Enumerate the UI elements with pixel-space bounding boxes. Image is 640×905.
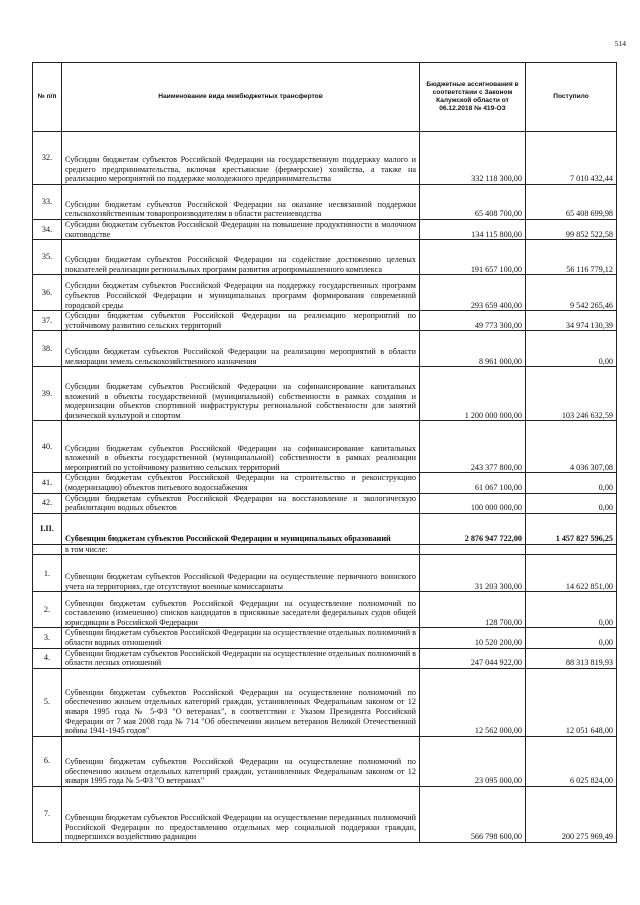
row-received: 0,00	[526, 493, 617, 513]
row-name: Субсидии бюджетам субъектов Российской Федерации на поддержку государственных программ субъектов Российской Федерации и муниципальных программ формирования современной городской среды	[62, 275, 420, 311]
row-received: 103 246 632,59	[526, 367, 617, 421]
row-name: Субсидии бюджетам субъектов Российской Федерации на повышение продуктивности в молочном скотоводстве	[62, 220, 420, 240]
row-name: Субсидии бюджетам субъектов Российской Федерации на восстановление и экологическую реабилитацию водных объектов	[62, 493, 420, 513]
row-number: 34.	[33, 220, 62, 240]
row-number: 3.	[33, 628, 62, 648]
row-name: Субсидии бюджетам субъектов Российской Федерации на государственную поддержку малого и среднего предпринимательства, включая крестьянские (фермерские) хозяйства, а также на реализацию мероприятий по поддержке молодежного предпринимательства	[62, 132, 420, 185]
row-allocated: 134 115 800,00	[420, 220, 526, 240]
table-row	[33, 220, 617, 240]
table-row	[33, 132, 617, 185]
table-row	[33, 311, 617, 331]
row-number: 39.	[33, 367, 62, 421]
row-allocated: 247 044 922,00	[420, 648, 526, 668]
table-row	[33, 421, 617, 473]
row-received: 7 010 432,44	[526, 132, 617, 185]
row-number: 35.	[33, 240, 62, 275]
row-received: 200 275 969,49	[526, 786, 617, 842]
row-number: 33.	[33, 185, 62, 220]
row-allocated: 128 700,00	[420, 592, 526, 628]
table-header-row	[33, 63, 617, 132]
row-allocated: 566 798 600,00	[420, 786, 526, 842]
header-allocated: Бюджетные ассигнования в соответствии с Законом Калужской области от 06.12.2018 № 419-ОЗ	[420, 63, 526, 132]
row-received: 14 622 851,00	[526, 555, 617, 592]
table-row	[33, 367, 617, 421]
table-row	[33, 240, 617, 275]
row-received: 0,00	[526, 473, 617, 493]
row-received: 12 051 648,00	[526, 668, 617, 736]
row-allocated: 49 773 300,00	[420, 311, 526, 331]
row-number: 1.	[33, 555, 62, 592]
row-number: 41.	[33, 473, 62, 493]
row-name: Субсидии бюджетам субъектов Российской Федерации на содействие достижению целевых показателей реализации региональных программ развития агропромышленного комплекса	[62, 240, 420, 275]
table-row	[33, 668, 617, 736]
subheader-empty	[526, 544, 617, 555]
row-name: Субсидии бюджетам субъектов Российской Федерации на софинансирование капитальных вложений в объекты государственной (муниципальной) собственности в рамках создания и модернизации объектов спортивной инфраструктуры региональной собственности для занятий физической культурой и спортом	[62, 367, 420, 421]
table-row	[33, 185, 617, 220]
header-received: Поступило	[526, 63, 617, 132]
row-number: 5.	[33, 668, 62, 736]
row-allocated: 191 657 100,00	[420, 240, 526, 275]
row-name: Субвенции бюджетам субъектов Российской Федерации на осуществление переданных полномочий Российской Федерации по предоставлению отдельных мер социальной поддержки граждан, подвергшихся воздействию радиации	[62, 786, 420, 842]
row-received: 0,00	[526, 331, 617, 367]
row-allocated: 293 659 400,00	[420, 275, 526, 311]
header-name: Наименование вида межбюджетных трансфертов	[62, 63, 420, 132]
table-row	[33, 648, 617, 668]
row-allocated: 332 118 300,00	[420, 132, 526, 185]
row-name: Субсидии бюджетам субъектов Российской Федерации на оказание несвязанной поддержки сельскохозяйственным товаропроизводителям в области растениеводства	[62, 185, 420, 220]
row-number: 32.	[33, 132, 62, 185]
row-name: Субвенции бюджетам субъектов Российской Федерации на осуществление отдельных полномочий в области водных отношений	[62, 628, 420, 648]
row-name: Субвенции бюджетам субъектов Российской Федерации на осуществление отдельных полномочий в области лесных отношений	[62, 648, 420, 668]
row-name: Субвенции бюджетам субъектов Российской Федерации на осуществление полномочий по составлению (изменению) списков кандидатов в присяжные заседатели федеральных судов общей юрисдикции в Российской Федерации	[62, 592, 420, 628]
row-received: 9 542 265,46	[526, 275, 617, 311]
table-row	[33, 555, 617, 592]
row-allocated: 243 377 800,00	[420, 421, 526, 473]
row-number: 2.	[33, 592, 62, 628]
row-name: Субсидии бюджетам субъектов Российской Федерации на софинансирование капитальных вложений в объекты государственной (муниципальной) собственности в рамках реализации мероприятий по устойчивому развитию сельских территорий	[62, 421, 420, 473]
row-number: 38.	[33, 331, 62, 367]
row-received: 65 408 699,98	[526, 185, 617, 220]
table-row	[33, 736, 617, 786]
row-received: 56 116 779,12	[526, 240, 617, 275]
row-number: 42.	[33, 493, 62, 513]
row-name: Субвенции бюджетам субъектов Российской Федерации на осуществление полномочий по обеспечению жильем отдельных категорий граждан, установленных Федеральным законом от 12 января 1995 года № 5-ФЗ "О ветеранах", в соответствии с Указом Президента Российской Федерации от 7 мая 2008 года № 714 "Об обеспечении жильем ветеранов Великой Отечественной войны 1941-1945 годов"	[62, 668, 420, 736]
total-row	[33, 513, 617, 544]
row-allocated: 23 095 000,00	[420, 736, 526, 786]
row-number: 4.	[33, 648, 62, 668]
subheader-row	[33, 544, 617, 555]
subheader-empty	[33, 544, 62, 555]
row-allocated: 65 408 700,00	[420, 185, 526, 220]
row-received: 88 313 819,93	[526, 648, 617, 668]
row-name: Субвенции бюджетам субъектов Российской Федерации на осуществление полномочий по обеспечению жильем отдельных категорий граждан, установленных Федеральным законом от 12 января 1995 года № 5-ФЗ "О ветеранах"	[62, 736, 420, 786]
row-allocated: 12 562 000,00	[420, 668, 526, 736]
table-row	[33, 786, 617, 842]
table-row	[33, 592, 617, 628]
subheader-empty	[420, 544, 526, 555]
row-name: Субвенции бюджетам субъектов Российской Федерации на осуществление первичного воинского учета на территориях, где отсутствуют военные комиссариаты	[62, 555, 420, 592]
row-number: 6.	[33, 736, 62, 786]
row-name: Субсидии бюджетам субъектов Российской Федерации на реализацию мероприятий по устойчивому развитию сельских территорий	[62, 311, 420, 331]
table-row	[33, 628, 617, 648]
row-received: 0,00	[526, 592, 617, 628]
row-allocated: 31 203 300,00	[420, 555, 526, 592]
total-name: Субвенции бюджетам субъектов Российской Федерации и муниципальных образований	[62, 513, 420, 544]
row-number: 36.	[33, 275, 62, 311]
row-number: 7.	[33, 786, 62, 842]
row-number: 40.	[33, 421, 62, 473]
budget-table	[32, 62, 617, 843]
row-allocated: 1 200 000 000,00	[420, 367, 526, 421]
row-allocated: 10 520 200,00	[420, 628, 526, 648]
row-received: 99 852 522,58	[526, 220, 617, 240]
row-received: 4 036 307,08	[526, 421, 617, 473]
row-received: 0,00	[526, 628, 617, 648]
table-row	[33, 473, 617, 493]
header-number: № п/п	[33, 63, 62, 132]
total-number: I.II.	[33, 513, 62, 544]
table-row	[33, 493, 617, 513]
row-number: 37.	[33, 311, 62, 331]
page-number: 514	[614, 39, 626, 48]
subheader-label: в том числе:	[62, 544, 420, 555]
row-received: 6 025 824,00	[526, 736, 617, 786]
row-name: Субсидии бюджетам субъектов Российской Федерации на строительство и реконструкцию (модернизацию) объектов питьевого водоснабжения	[62, 473, 420, 493]
total-received: 1 457 827 596,25	[526, 513, 617, 544]
row-received: 34 974 130,39	[526, 311, 617, 331]
total-allocated: 2 876 947 722,00	[420, 513, 526, 544]
row-allocated: 100 000 000,00	[420, 493, 526, 513]
row-allocated: 8 961 000,00	[420, 331, 526, 367]
row-allocated: 61 067 100,00	[420, 473, 526, 493]
table-row	[33, 275, 617, 311]
row-name: Субсидии бюджетам субъектов Российской Федерации на реализацию мероприятий в области мелиорации земель сельскохозяйственного назначения	[62, 331, 420, 367]
table-row	[33, 331, 617, 367]
